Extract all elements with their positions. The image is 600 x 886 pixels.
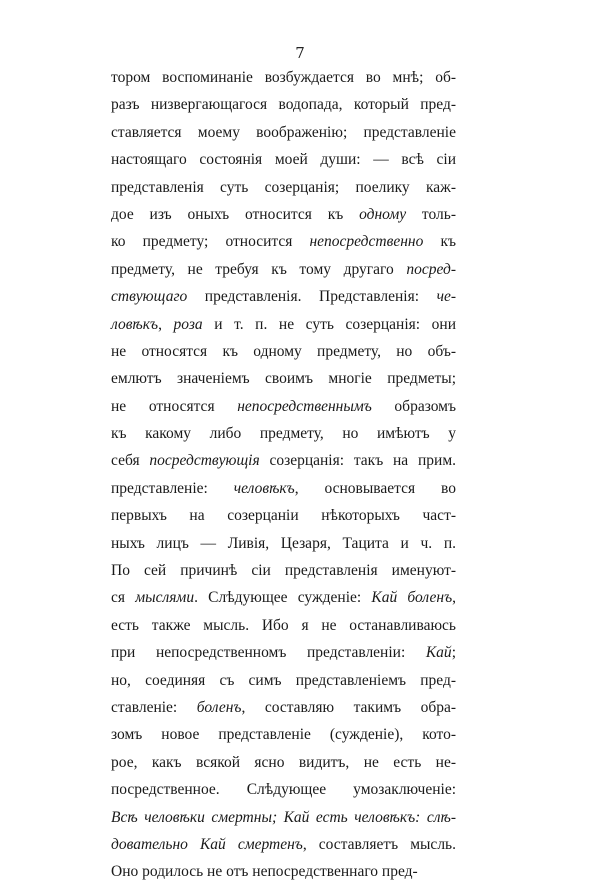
text-line <box>111 64 456 91</box>
text-segment: и т. п. не суть созерцанія: они <box>202 315 457 333</box>
text-line <box>111 119 456 146</box>
text-segment: ныхъ лицъ — Ливія, Цезаря, Тацита и ч. п. <box>111 534 456 552</box>
italic-segment: посред- <box>406 260 456 278</box>
text-segment: ставляется моему воображенію; представленіе <box>111 123 456 141</box>
text-line <box>111 694 456 721</box>
text-segment: представленіе: <box>111 479 234 497</box>
text-segment: но, соединяя съ симъ представленіемъ пред- <box>111 671 456 689</box>
text-segment: зомъ новое представленіе (сужденіе), кото- <box>111 726 456 744</box>
text-line <box>111 776 456 803</box>
text-line <box>111 831 456 858</box>
text-line <box>111 639 456 666</box>
text-line <box>111 502 456 529</box>
text-line <box>111 420 456 447</box>
text-line <box>111 174 456 201</box>
text-segment: , составляетъ мысль. <box>302 835 456 853</box>
text-segment: къ какому либо предмету, но имѣютъ у <box>111 425 456 443</box>
text-segment: созерцанія: такъ на прим. <box>259 452 457 470</box>
text-line <box>111 201 456 228</box>
text-line <box>111 256 456 283</box>
italic-segment: че- <box>436 288 456 306</box>
text-line <box>111 858 456 885</box>
text-line <box>111 612 456 639</box>
text-segment: не относятся <box>111 397 238 415</box>
text-line <box>111 749 456 776</box>
italic-segment: ствующаго <box>111 288 188 306</box>
text-segment: не относятся къ одному предмету, но объ- <box>111 342 456 360</box>
italic-segment: мыслями <box>135 589 195 607</box>
text-segment: По сей причинѣ сіи представленія именуют- <box>111 562 456 580</box>
text-segment: посредственное. Слѣдующее умозаключеніе: <box>111 781 456 799</box>
text-segment: , основывается во <box>294 479 456 497</box>
text-segment: , составляю такимъ обра- <box>241 698 456 716</box>
body-text <box>111 64 456 886</box>
text-line <box>111 283 456 310</box>
text-segment: тором воспоминаніе возбуждается во мнѣ; об- <box>111 69 456 86</box>
text-segment: предмету, не требуя къ тому другаго <box>111 260 407 278</box>
text-line <box>111 804 456 831</box>
text-line <box>111 530 456 557</box>
italic-segment: непосредственно <box>309 233 424 251</box>
text-segment: образомъ <box>371 397 457 415</box>
text-segment: есть также мысль. Ибо я не останавливаюсь <box>111 616 456 634</box>
text-segment: дое изъ оныхъ относится къ <box>111 205 360 223</box>
text-line <box>111 338 456 365</box>
text-segment: емлютъ значеніемъ своимъ многіе предметы; <box>111 370 456 388</box>
page-number: 7 <box>295 44 305 62</box>
text-segment: настоящаго состоянія моей души: — всѣ сіи <box>111 151 456 169</box>
italic-segment: боленъ <box>196 698 242 716</box>
text-line <box>111 311 456 338</box>
italic-segment: Кай боленъ <box>371 589 453 607</box>
text-segment: ко предмету; относится <box>111 233 310 251</box>
text-segment: представленія. Представленія: <box>187 288 437 306</box>
text-line <box>111 721 456 748</box>
text-line <box>111 447 456 474</box>
text-segment: себя <box>111 452 150 470</box>
italic-segment: ловѣкъ <box>111 315 159 333</box>
text-segment: ся <box>111 589 136 607</box>
text-segment: разъ низвергающагося водопада, который пред- <box>111 96 456 114</box>
text-segment: Оно родилось не отъ непосредственнаго пред- <box>111 863 418 881</box>
italic-segment: посредствующія <box>149 452 260 470</box>
text-line <box>111 91 456 118</box>
text-segment: ; <box>451 644 456 662</box>
text-segment: ставленіе: <box>111 698 197 716</box>
text-segment: рое, какъ всякой ясно видитъ, не есть не- <box>111 753 456 771</box>
text-segment: при непосредственномъ представленіи: <box>111 644 426 662</box>
italic-segment: Кай <box>425 644 452 662</box>
italic-segment: одному <box>359 205 407 223</box>
text-segment: къ <box>423 233 456 251</box>
text-line <box>111 667 456 694</box>
text-line <box>111 146 456 173</box>
italic-segment: человѣкъ <box>233 479 295 497</box>
text-segment: представленія суть созерцанія; поелику каж- <box>111 178 456 196</box>
text-line <box>111 584 456 611</box>
text-segment: . Слѣдующее сужденіе: <box>194 589 372 607</box>
italic-segment: роза <box>173 315 203 333</box>
text-segment: толь- <box>406 205 456 223</box>
text-segment: , <box>158 315 174 333</box>
text-line <box>111 365 456 392</box>
text-line <box>111 475 456 502</box>
text-line <box>111 557 456 584</box>
italic-segment: довательно Кай смертенъ <box>111 835 303 853</box>
text-segment: первыхъ на созерцаніи нѣкоторыхъ част- <box>111 507 456 525</box>
text-segment: , <box>452 589 456 607</box>
text-line <box>111 228 456 255</box>
italic-segment: непосредственнымъ <box>237 397 372 415</box>
italic-segment: Всѣ человѣки смертны; Кай есть человѣкъ: слѣ- <box>111 808 456 826</box>
text-line <box>111 393 456 420</box>
